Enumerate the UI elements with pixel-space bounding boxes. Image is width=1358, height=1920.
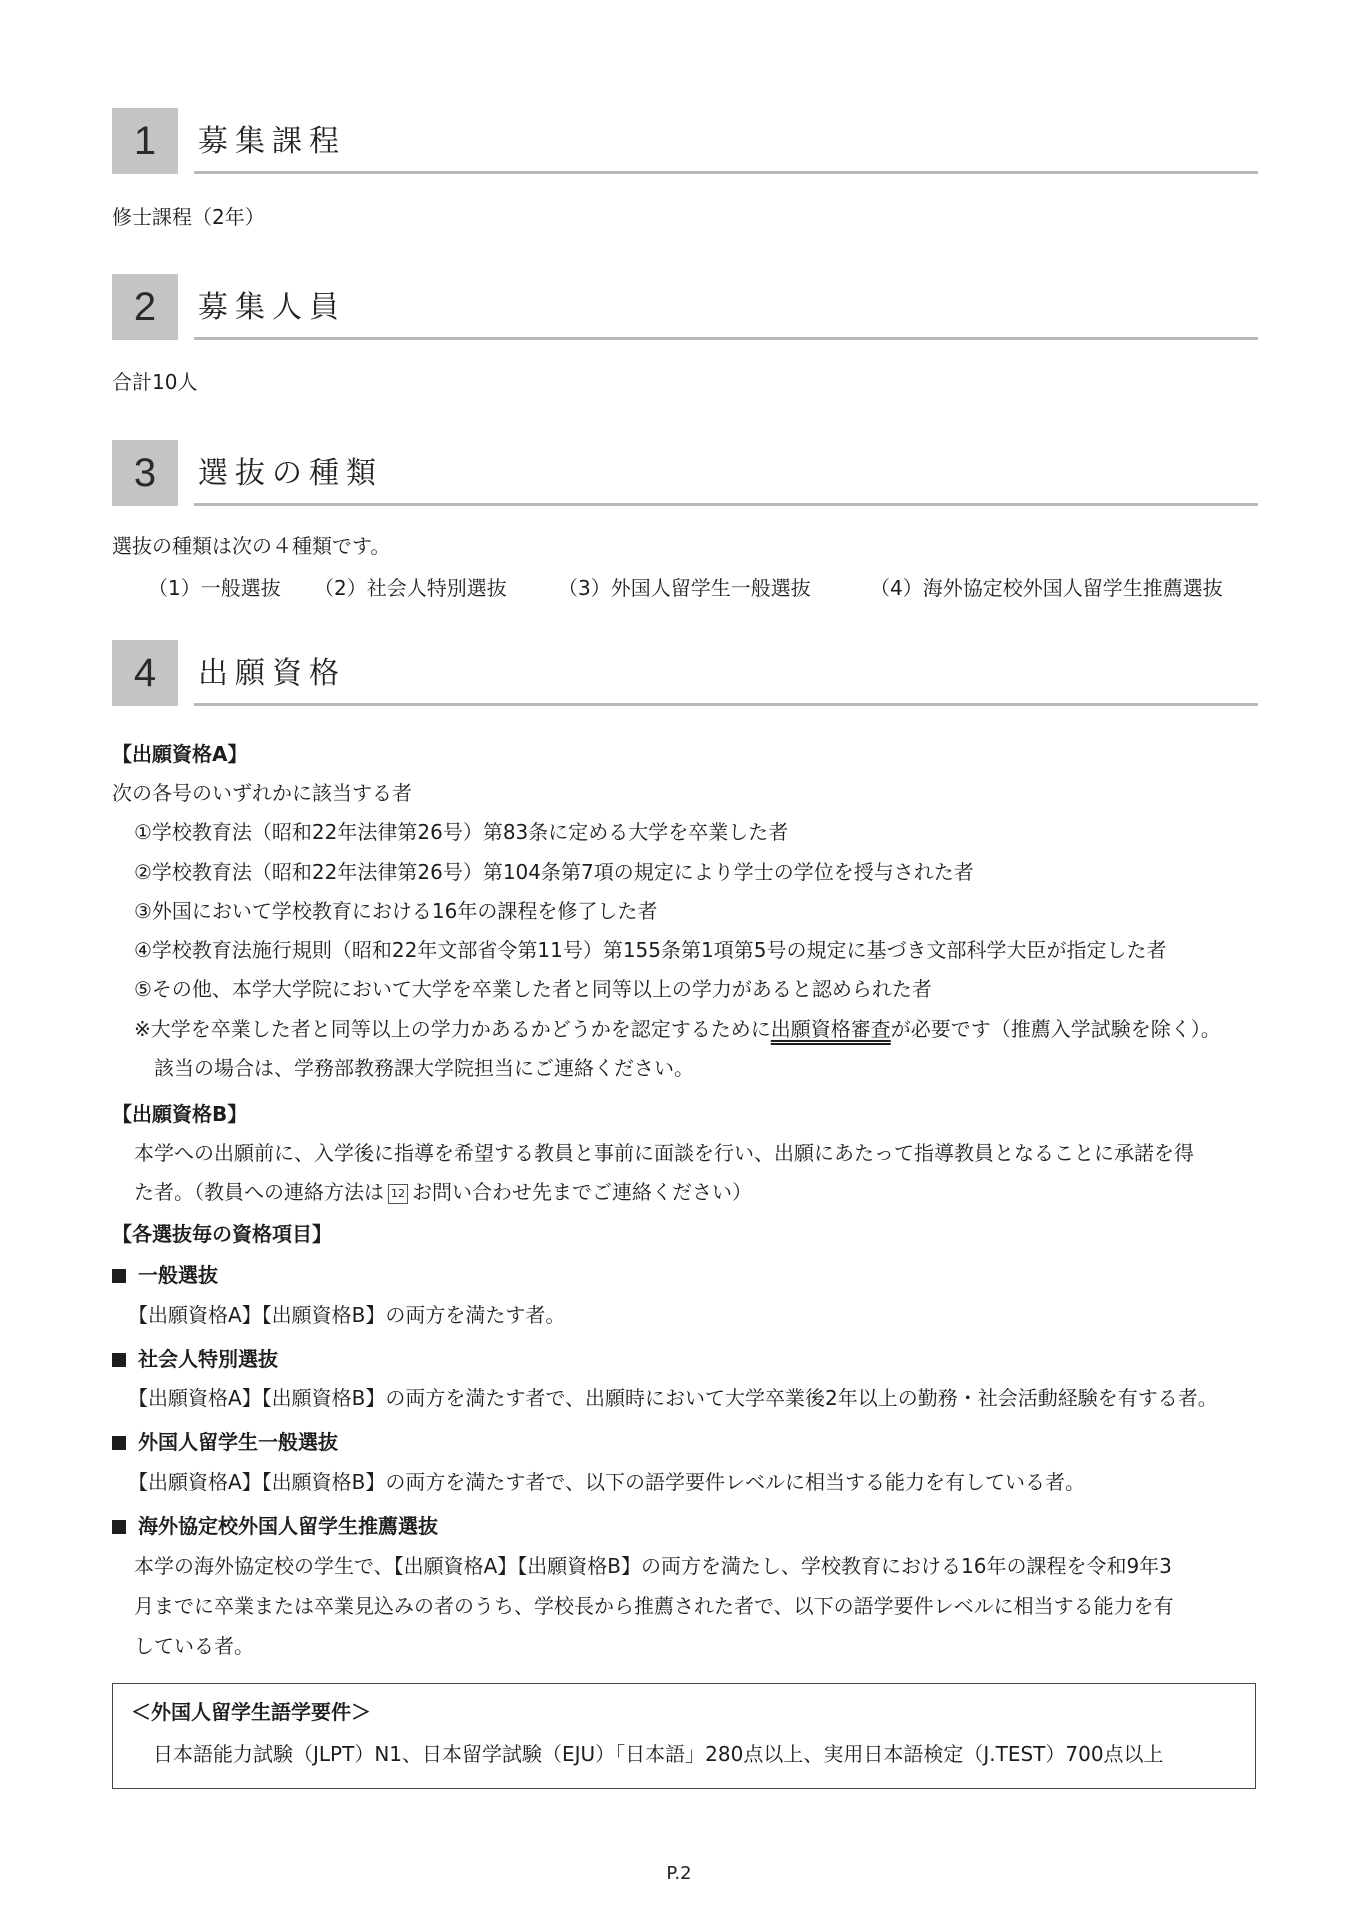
qualification-b-line xyxy=(134,1178,752,1206)
selection-type: （1）一般選抜 xyxy=(148,576,281,600)
category-title-text: 外国人留学生一般選抜 xyxy=(138,1430,338,1454)
section-title: 募集人員 xyxy=(198,290,346,325)
category-line: している者。 xyxy=(134,1634,254,1658)
language-requirements-title: ＜外国人留学生語学要件＞ xyxy=(131,1700,371,1724)
category-title-text: 海外協定校外国人留学生推薦選抜 xyxy=(138,1514,438,1538)
category-title xyxy=(112,1512,438,1540)
section-title: 出願資格 xyxy=(198,656,346,691)
selection-type: （4）海外協定校外国人留学生推薦選抜 xyxy=(870,576,1223,600)
qualification-a-item: ⑤その他、本学大学院において大学を卒業した者と同等以上の学力があると認められた者 xyxy=(134,977,932,1001)
section-divider xyxy=(194,503,1258,506)
qualification-a-item: ②学校教育法（昭和22年法律第26号）第104条第7項の規定により学士の学位を授与された者 xyxy=(134,860,974,884)
capacity-text: 合計10人 xyxy=(112,370,198,394)
category-line: 【出願資格A】【出願資格B】の両方を満たす者で、以下の語学要件レベルに相当する能力を有している者。 xyxy=(128,1470,1086,1494)
category-title xyxy=(112,1261,218,1289)
selection-type: （2）社会人特別選抜 xyxy=(314,576,507,600)
selection-intro: 選抜の種類は次の４種類です。 xyxy=(112,534,391,558)
section-2-header xyxy=(112,274,1258,340)
section-number: 3 xyxy=(112,440,178,506)
square-bullet-icon xyxy=(112,1520,126,1534)
line-text: お問い合わせ先までご連絡ください） xyxy=(412,1180,752,1204)
section-4-header xyxy=(112,640,1258,706)
section-divider xyxy=(194,703,1258,706)
section-divider xyxy=(194,337,1258,340)
qualification-a-note-contact: 該当の場合は、学務部教務課大学院担当にご連絡ください。 xyxy=(154,1056,694,1080)
qualification-a-item: ③外国において学校教育における16年の課程を修了した者 xyxy=(134,899,658,923)
reference-number: 12 xyxy=(388,1184,408,1204)
category-line: 本学の海外協定校の学生で、【出願資格A】【出願資格B】の両方を満たし、学校教育における16年の課程を令和9年3 xyxy=(134,1554,1172,1578)
selection-type: （3）外国人留学生一般選抜 xyxy=(558,576,811,600)
section-title: 選抜の種類 xyxy=(198,456,383,491)
section-title: 募集課程 xyxy=(198,124,346,159)
line-text: た者。（教員への連絡方法は xyxy=(134,1180,384,1204)
category-title xyxy=(112,1345,278,1373)
qualification-review-term: 出願資格審査 xyxy=(770,1017,891,1041)
category-title-text: 社会人特別選抜 xyxy=(138,1347,278,1371)
square-bullet-icon xyxy=(112,1269,126,1283)
course-text: 修士課程（2年） xyxy=(112,205,265,229)
category-line: 【出願資格A】【出願資格B】の両方を満たす者で、出願時において大学卒業後2年以上の勤務・社会活動経験を有する者。 xyxy=(128,1386,1218,1410)
square-bullet-icon xyxy=(112,1353,126,1367)
qualification-a-item: ①学校教育法（昭和22年法律第26号）第83条に定める大学を卒業した者 xyxy=(134,820,789,844)
section-divider xyxy=(194,171,1258,174)
note-text: が必要です（推薦入学試験を除く）。 xyxy=(890,1017,1221,1041)
category-title-text: 一般選抜 xyxy=(138,1263,218,1287)
qualification-b-line: 本学への出願前に、入学後に指導を希望する教員と事前に面談を行い、出願にあたって指導教員となることに承諾を得 xyxy=(134,1141,1194,1165)
square-bullet-icon xyxy=(112,1436,126,1450)
section-1-header xyxy=(112,108,1258,174)
qualification-a-heading: 【出願資格A】 xyxy=(112,742,248,766)
section-number: 2 xyxy=(112,274,178,340)
qualification-a-note xyxy=(134,1015,1221,1043)
category-title xyxy=(112,1428,338,1456)
section-number: 4 xyxy=(112,640,178,706)
page-number: P.2 xyxy=(666,1863,692,1884)
section-number: 1 xyxy=(112,108,178,174)
section-3-header xyxy=(112,440,1258,506)
language-requirements-text: 日本語能力試験（JLPT）N1、日本留学試験（EJU）「日本語」280点以上、実用日本語検定（J.TEST）700点以上 xyxy=(153,1742,1164,1766)
qualification-a-intro: 次の各号のいずれかに該当する者 xyxy=(112,781,412,805)
note-text: ※大学を卒業した者と同等以上の学力かあるかどうかを認定するために xyxy=(134,1017,771,1041)
qualification-b-heading: 【出願資格B】 xyxy=(112,1102,248,1126)
category-line: 月までに卒業または卒業見込みの者のうち、学校長から推薦された者で、以下の語学要件レベルに相当する能力を有 xyxy=(134,1594,1174,1618)
category-line: 【出願資格A】【出願資格B】の両方を満たす者。 xyxy=(128,1303,566,1327)
qualification-a-item: ④学校教育法施行規則（昭和22年文部省令第11号）第155条第1項第5号の規定に基づき文部科学大臣が指定した者 xyxy=(134,938,1167,962)
items-heading: 【各選抜毎の資格項目】 xyxy=(112,1222,332,1246)
language-requirements-box xyxy=(112,1683,1256,1789)
